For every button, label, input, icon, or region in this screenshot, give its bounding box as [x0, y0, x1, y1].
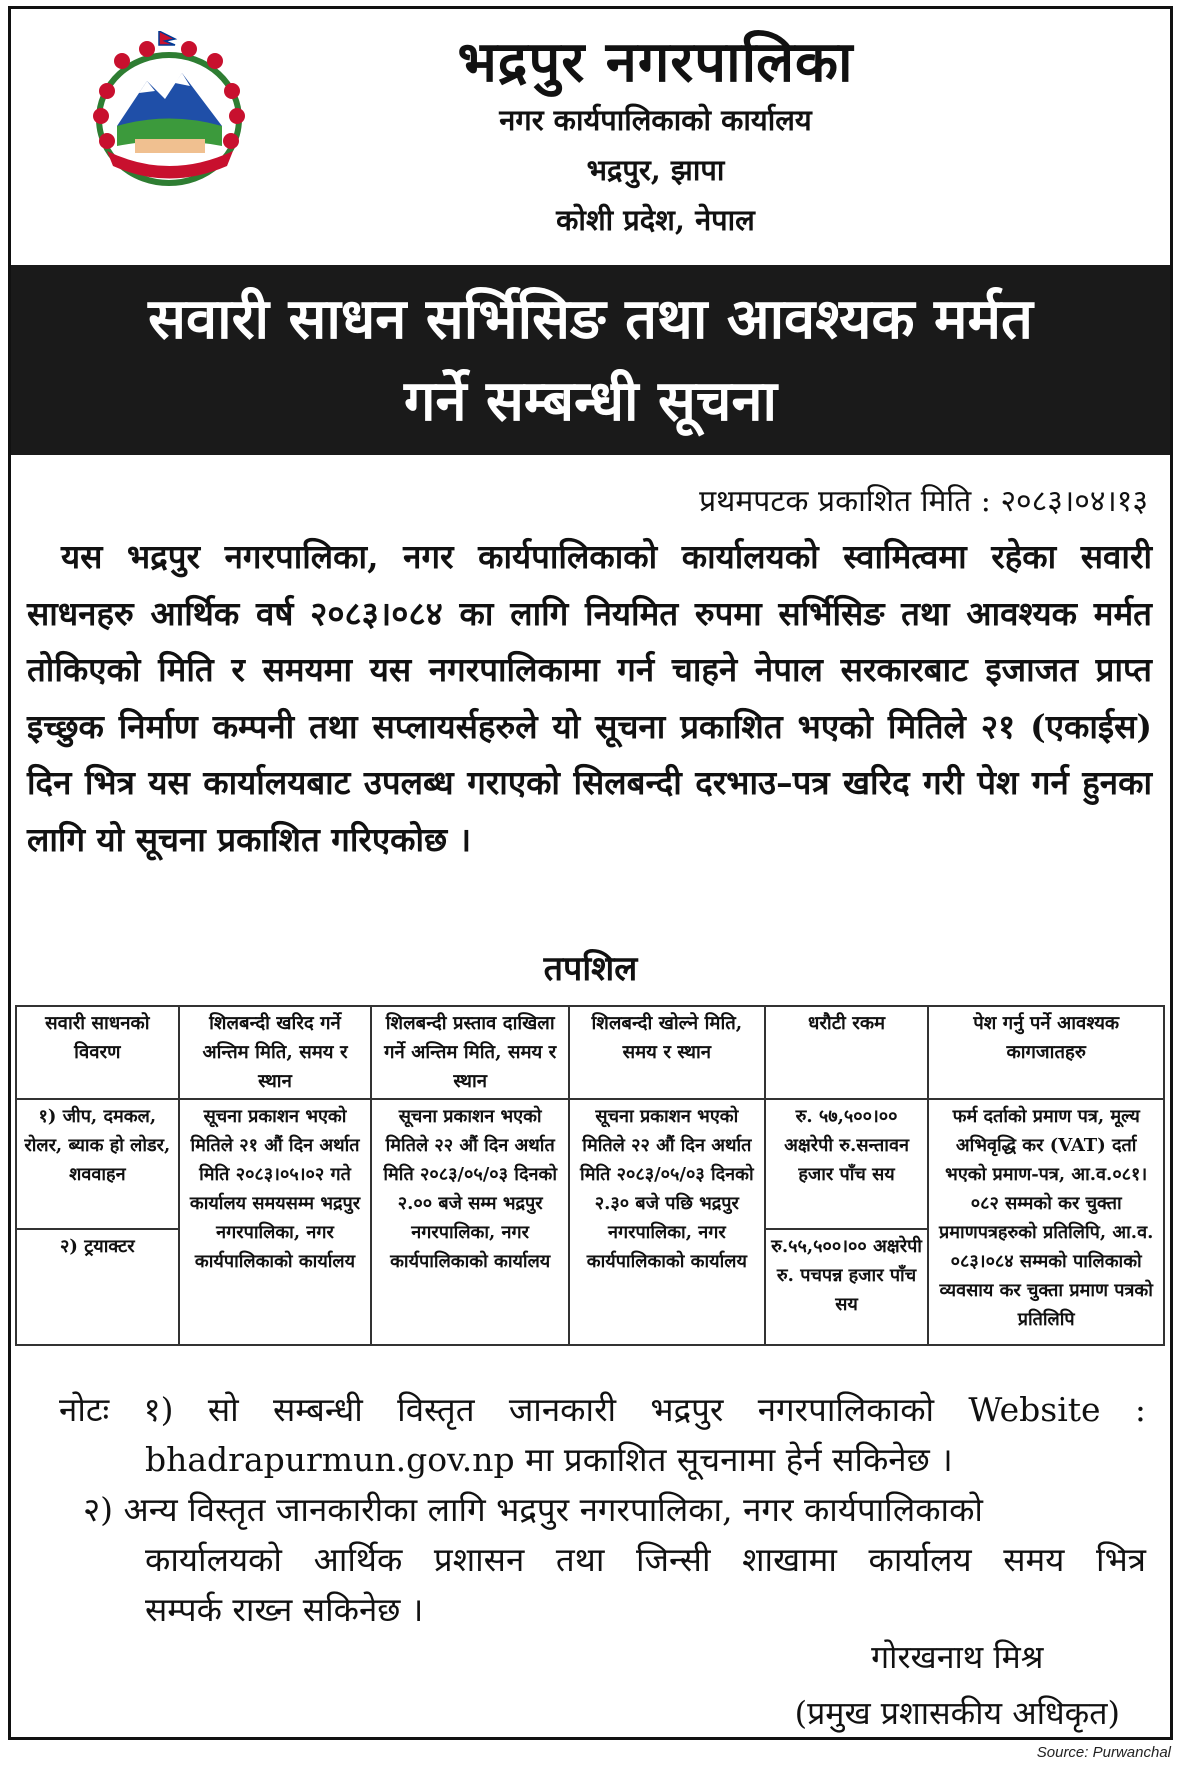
note-2-line-3: सम्पर्क राख्न सकिनेछ ।	[145, 1590, 424, 1629]
header-documents: पेश गर्नु पर्ने आवश्यक कागजातहरु	[928, 1006, 1164, 1099]
table-row	[16, 1099, 1164, 1229]
note-1-line-2: bhadrapurmun.gov.np मा प्रकाशित सूचनामा हेर्न सकिनेछ ।	[145, 1440, 953, 1479]
note-2-line-2: कार्यालयको आर्थिक प्रशासन तथा जिन्सी शाखामा कार्यालय समय भित्र	[145, 1540, 1146, 1579]
title-line-1: सवारी साधन सर्भिसिङ तथा आवश्यक मर्मत	[148, 287, 1033, 352]
schedule-table	[15, 1005, 1165, 1346]
documents-cell: फर्म दर्ताको प्रमाण पत्र, मूल्य अभिवृद्धि कर (VAT) दर्ता भएको प्रमाण-पत्र, आ.व.०८१।०८२ सम्मको कर चुक्ता प्रमाणपत्रहरुको प्रतिलिपि, आ.व. ०८३।०८४ सम्मको पालिकाको व्यवसाय कर चुक्ता प्रमाण पत्रको प्रतिलिपि	[928, 1099, 1164, 1345]
org-name: भद्रपुर नगरपालिका	[457, 29, 854, 95]
header-purchase-deadline: शिलबन्दी खरिद गर्ने अन्तिम मिति, समय र स्थान	[179, 1006, 372, 1099]
opening-cell: सूचना प्रकाशन भएको मितिले २२ औं दिन अर्थात मिति २०८३/०५/०३ दिनको २.३० बजे पछि भद्रपुर नगरपालिका, नगर कार्यपालिकाको कार्यालय	[569, 1099, 765, 1345]
address-line-2: कोशी प्रदेश, नेपाल	[556, 203, 755, 237]
header-vehicle: सवारी साधनको विवरण	[16, 1006, 179, 1099]
schedule-title: तपशिल	[543, 949, 638, 989]
address-line-1: भद्रपुर, झापा	[586, 153, 725, 187]
row2-deposit: रु.५५,५००।०० अक्षरेपी रु. पचपन्न हजार पाँच सय	[765, 1229, 929, 1345]
note-2-line-1: २) अन्य विस्तृत जानकारीका लागि भद्रपुर नगरपालिका, नगर कार्यपालिकाको	[83, 1490, 983, 1529]
note-1-line-1: नोटः १) सो सम्बन्धी विस्तृत जानकारी भद्रपुर नगरपालिकाको Website :	[59, 1390, 1146, 1429]
source-credit: Source: Purwanchal	[1036, 1744, 1171, 1761]
signatory-designation: (प्रमुख प्रशासकीय अधिकृत)	[794, 1694, 1120, 1732]
notice-body	[27, 529, 1152, 868]
row1-deposit: रु. ५७,५००।०० अक्षरेपी रु.सन्तावन हजार पाँच सय	[765, 1099, 929, 1229]
notice-body-text: यस भद्रपुर नगरपालिका, नगर कार्यपालिकाको कार्यालयको स्वामित्वमा रहेका सवारी साधनहरु आर्थिक वर्ष २०८३।०८४ का लागि नियमित रुपमा सर्भिसिङ तथा आवश्यक मर्मत तोकिएको मिति र समयमा यस नगरपालिकामा गर्न चाहने नेपाल सरकारबाट इजाजत प्राप्त इच्छुक निर्माण कम्पनी तथा सप्लायर्सहरुले यो सूचना प्रकाशित भएको मितिले २१ (एकाईस) दिन भित्र यस कार्यालयबाट उपलब्ध गराएको सिलबन्दी दरभाउ–पत्र खरिद गरी पेश गर्न हुनका लागि यो सूचना प्रकाशित गरिएकोछ ।	[27, 537, 1152, 859]
row2-vehicle: २) ट्रयाक्टर	[16, 1229, 179, 1345]
header-submission-deadline: शिलबन्दी प्रस्ताव दाखिला गर्ने अन्तिम मिति, समय र स्थान	[371, 1006, 569, 1099]
office-name: नगर कार्यपालिकाको कार्यालय	[499, 103, 812, 137]
published-date: प्रथमपटक प्रकाशित मिति : २०८३।०४।१३	[699, 484, 1148, 519]
notice-page	[8, 6, 1173, 1740]
table-header-row	[16, 1006, 1164, 1099]
title-banner	[11, 265, 1170, 455]
submission-deadline-cell: सूचना प्रकाशन भएको मितिले २२ औं दिन अर्थात मिति २०८३/०५/०३ दिनको २.०० बजे सम्म भद्रपुर नगरपालिका, नगर कार्यपालिकाको कार्यालय	[371, 1099, 569, 1345]
purchase-deadline-cell: सूचना प्रकाशन भएको मितिले २१ औं दिन अर्थात मिति २०८३।०५।०२ गते कार्यालय समयसम्म भद्रपुर नगरपालिका, नगर कार्यपालिकाको कार्यालय	[179, 1099, 372, 1345]
header-opening: शिलबन्दी खोल्ने मिति, समय र स्थान	[569, 1006, 765, 1099]
title-line-2: गर्ने सम्बन्धी सूचना	[403, 369, 778, 434]
notes	[59, 1385, 1146, 1635]
row1-vehicle: १) जीप, दमकल, रोलर, ब्याक हो लोडर, शववाहन	[16, 1099, 179, 1229]
signature-block	[795, 1629, 1120, 1741]
header	[11, 9, 1170, 265]
signatory-name: गोरखनाथ मिश्र	[871, 1638, 1044, 1676]
header-deposit: धरौटी रकम	[765, 1006, 929, 1099]
